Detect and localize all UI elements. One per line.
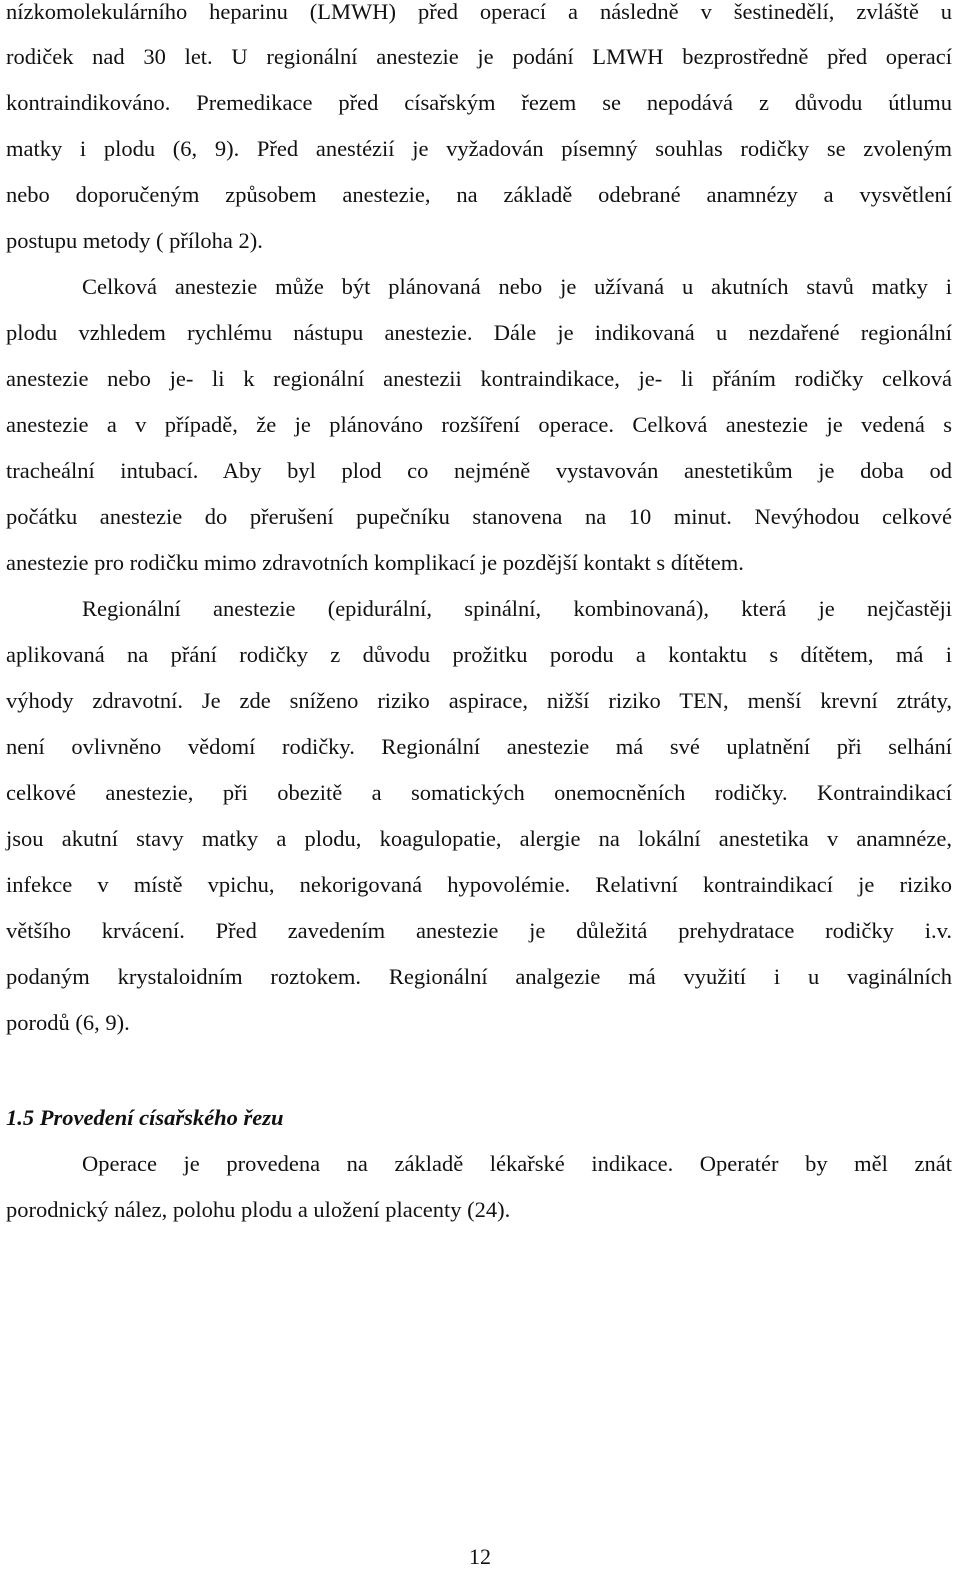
text-line: postupu metody ( příloha 2).	[6, 228, 263, 253]
text-line: nebo doporučeným způsobem anestezie, na základě odebrané anamnézy a vysvětlení	[6, 182, 952, 207]
text-line: porodnický nález, polohu plodu a uložení placenty (24).	[6, 1197, 511, 1222]
text-line: tracheální intubací. Aby byl plod co nejméně vystavován anestetikům je doba od	[6, 458, 952, 483]
text-line: podaným krystaloidním roztokem. Regionální analgezie má využití i u vaginálních	[6, 964, 952, 989]
text-line: anestezie nebo je- li k regionální anestezii kontraindikace, je- li přáním rodičky celková	[6, 366, 952, 391]
text-line: počátku anestezie do přerušení pupečníku stanovena na 10 minut. Nevýhodou celkové	[6, 504, 952, 529]
text-line: rodiček nad 30 let. U regionální anestezie je podání LMWH bezprostředně před operací	[6, 44, 952, 69]
page-number: 12	[469, 1544, 491, 1569]
text-line: kontraindikováno. Premedikace před císařským řezem se nepodává z důvodu útlumu	[6, 90, 952, 115]
text-line: Celková anestezie může být plánovaná nebo je užívaná u akutních stavů matky i	[82, 274, 952, 299]
text-line: matky i plodu (6, 9). Před anestézií je vyžadován písemný souhlas rodičky se zvoleným	[6, 136, 952, 161]
text-line: anestezie a v případě, že je plánováno rozšíření operace. Celková anestezie je vedená s	[6, 412, 952, 437]
text-line: není ovlivněno vědomí rodičky. Regionální anestezie má své uplatnění při selhání	[6, 734, 952, 759]
text-line: porodů (6, 9).	[6, 1010, 130, 1035]
section-heading: 1.5 Provedení císařského řezu	[6, 1105, 284, 1130]
text-line: plodu vzhledem rychlému nástupu anestezie. Dále je indikovaná u nezdařené regionální	[6, 320, 952, 345]
text-line: infekce v místě vpichu, nekorigovaná hypovolémie. Relativní kontraindikací je riziko	[6, 872, 952, 897]
text-line: aplikovaná na přání rodičky z důvodu prožitku porodu a kontaktu s dítětem, má i	[6, 642, 952, 667]
text-line: Regionální anestezie (epidurální, spinální, kombinovaná), která je nejčastěji	[82, 596, 952, 621]
text-line: nízkomolekulárního heparinu (LMWH) před operací a následně v šestinedělí, zvláště u	[6, 0, 952, 24]
text-line: Operace je provedena na základě lékařské indikace. Operatér by měl znát	[82, 1151, 952, 1176]
text-line: anestezie pro rodičku mimo zdravotních komplikací je pozdější kontakt s dítětem.	[6, 550, 744, 575]
text-line: jsou akutní stavy matky a plodu, koagulopatie, alergie na lokální anestetika v anamnéze,	[6, 826, 952, 851]
text-line: většího krvácení. Před zavedením anestezie je důležitá prehydratace rodičky i.v.	[6, 918, 952, 943]
text-line: výhody zdravotní. Je zde sníženo riziko aspirace, nižší riziko TEN, menší krevní ztráty,	[6, 688, 952, 713]
text-line: celkové anestezie, při obezitě a somatických onemocněních rodičky. Kontraindikací	[6, 780, 952, 805]
